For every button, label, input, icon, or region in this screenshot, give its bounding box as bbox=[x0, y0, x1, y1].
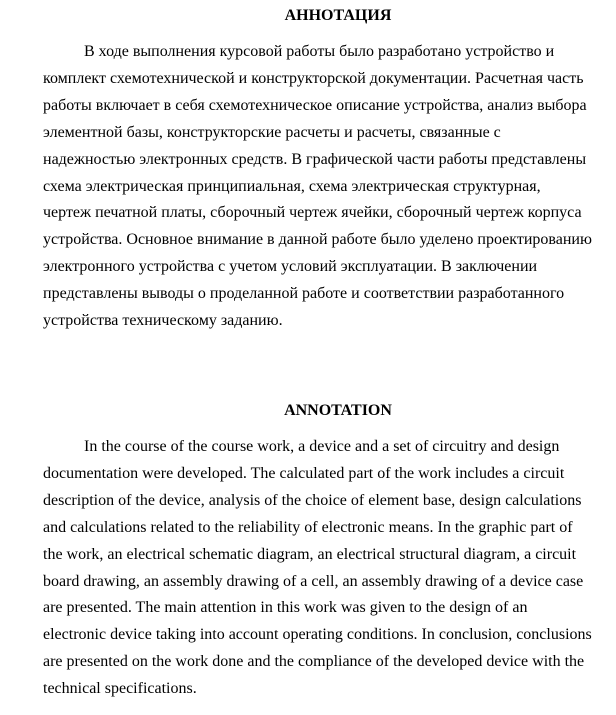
text-line: устройства. Основное внимание в данной работе было уделено проектированию bbox=[43, 231, 592, 249]
text-line: are presented. The main attention in this work was given to the design of an bbox=[43, 599, 528, 617]
text-line: technical specifications. bbox=[43, 680, 197, 698]
text-line: комплект схемотехнической и конструкторской документации. Расчетная часть bbox=[43, 69, 584, 87]
text-line: board drawing, an assembly drawing of a cell, an assembly drawing of a device case bbox=[43, 572, 584, 590]
text-line: the work, an electrical schematic diagram, an electrical structural diagram, a circuit bbox=[43, 545, 577, 563]
text-line: надежностью электронных средств. В графической части работы представлены bbox=[43, 150, 587, 168]
text-line: and calculations related to the reliability of electronic means. In the graphic part of bbox=[43, 518, 573, 536]
text-line: are presented on the work done and the compliance of the developed device with the bbox=[43, 653, 585, 671]
text-line: схема электрическая принципиальная, схема электрическая структурная, bbox=[43, 177, 541, 195]
section-title-ru: АННОТАЦИЯ bbox=[284, 7, 392, 24]
text-line: представлены выводы о проделанной работе и соответствии разработанного bbox=[43, 285, 565, 303]
text-line: description of the device, analysis of the choice of element base, design calculations bbox=[43, 491, 582, 509]
text-line: documentation were developed. The calculated part of the work includes a circuit bbox=[43, 464, 565, 482]
text-line: работы включает в себя схемотехническое описание устройства, анализ выбора bbox=[43, 96, 587, 114]
text-line: чертеж печатной платы, сборочный чертеж ячейки, сборочный чертеж корпуса bbox=[43, 204, 582, 222]
text-line: электронного устройства с учетом условий эксплуатации. В заключении bbox=[43, 258, 538, 276]
text-line: In the course of the course work, a device and a set of circuitry and design bbox=[84, 438, 560, 455]
text-line: electronic device taking into account operating conditions. In conclusion, conclusions bbox=[43, 626, 592, 644]
annotation-en-paragraph bbox=[43, 434, 613, 703]
text-line: элементной базы, конструкторские расчеты и расчеты, связанные с bbox=[43, 123, 501, 141]
section-title-en: ANNOTATION bbox=[284, 402, 392, 419]
text-line: В ходе выполнения курсовой работы было разработано устройство и bbox=[84, 43, 555, 60]
text-line: устройства техническому заданию. bbox=[43, 312, 283, 330]
annotation-ru-paragraph bbox=[43, 39, 613, 335]
